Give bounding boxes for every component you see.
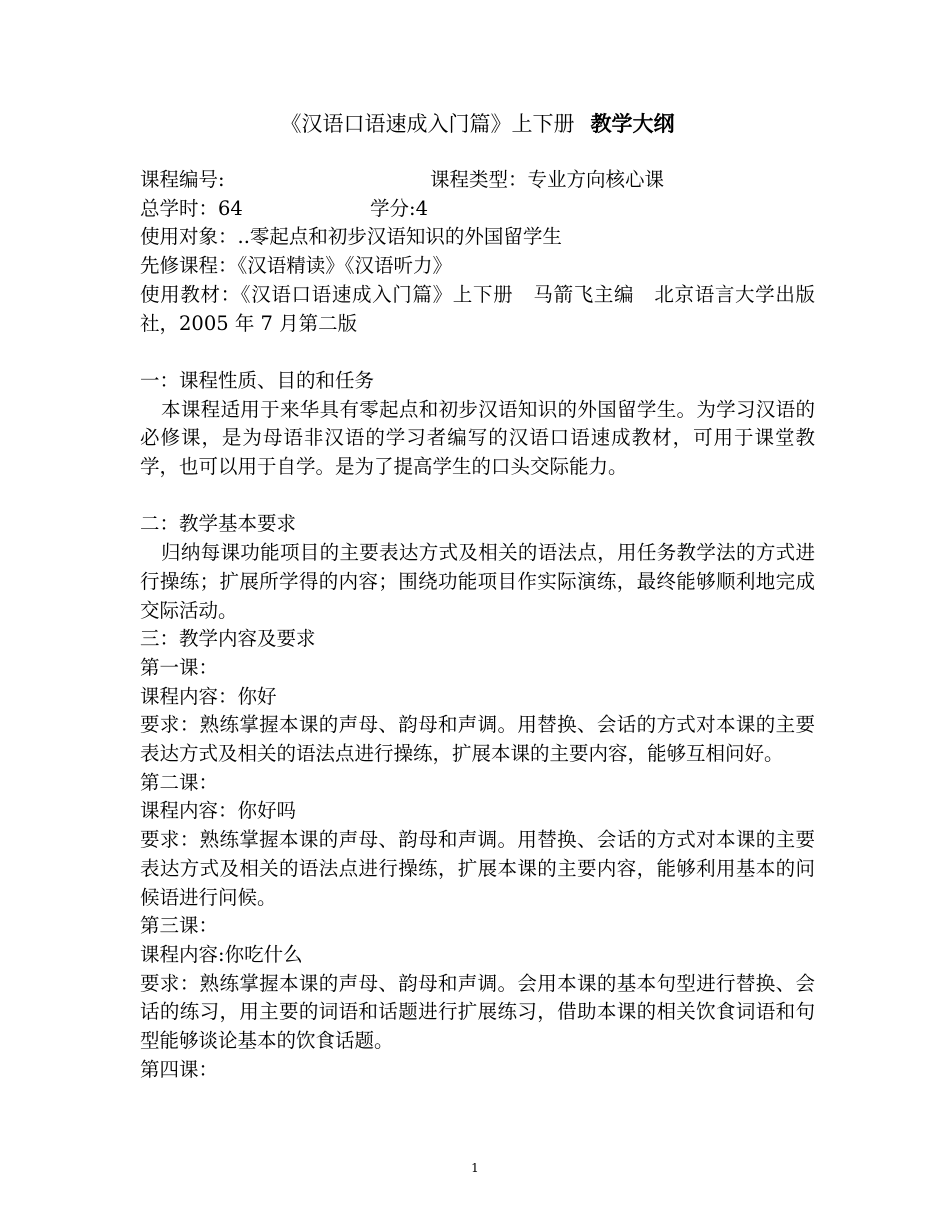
- page-number: 1: [471, 1161, 479, 1175]
- credits: 学分:4: [370, 196, 428, 220]
- section3-heading: 三：教学内容及要求: [140, 627, 316, 651]
- lesson-1-content: 课程内容：你好: [140, 684, 277, 708]
- document-page: [140, 100, 815, 1084]
- section2-heading: 二：教学基本要求: [140, 512, 297, 536]
- lesson-1-requirement: 要求：熟练掌握本课的声母、韵母和声调。用替换、会话的方式对本课的主要表达方式及相关的语法点进行操练，扩展本课的主要内容，能够互相问好。: [140, 713, 815, 766]
- lesson-3-name: 第三课：: [140, 914, 219, 938]
- section1-body: 本课程适用于来华具有零起点和初步汉语知识的外国留学生。为学习汉语的必修课，是为母语非汉语的学习者编写的汉语口语速成教材，可用于课堂教学，也可以用于自学。是为了提高学生的口头交际能力。: [140, 397, 815, 479]
- total-hours: 总学时：64: [140, 196, 243, 220]
- document-title: [140, 100, 815, 148]
- title-main: 《汉语口语速成入门篇》上下册: [280, 112, 575, 136]
- section2-body: 归纳每课功能项目的主要表达方式及相关的语法点，用任务教学法的方式进行操练；扩展所学得的内容；围绕功能项目作实际演练，最终能够顺利地完成交际活动。: [140, 541, 815, 622]
- spacer: [140, 482, 815, 511]
- lesson-4-name: 第四课：: [140, 1057, 219, 1081]
- course-code-label: 课程编号:: [140, 168, 225, 191]
- prerequisites: 先修课程：《汉语精读》《汉语听力》: [140, 254, 453, 278]
- spacer: [140, 338, 815, 367]
- course-code-type-row: [140, 166, 815, 195]
- textbook: 使用教材：《汉语口语速成入门篇》上下册 马箭飞主编 北京语言大学出版社，2005 年 7 月第二版: [140, 282, 815, 335]
- audience: 使用对象：..零起点和初步汉语知识的外国留学生: [140, 225, 562, 249]
- hours-credits-row: [140, 195, 815, 224]
- lesson-2-content: 课程内容：你好吗: [140, 799, 297, 823]
- lesson-2-requirement: 要求：熟练掌握本课的声母、韵母和声调。用替换、会话的方式对本课的主要表达方式及相关的语法点进行操练，扩展本课的主要内容，能够利用基本的问候语进行问候。: [140, 828, 815, 909]
- course-type: 课程类型：专业方向核心课: [430, 168, 665, 191]
- lesson-1-name: 第一课：: [140, 655, 219, 679]
- title-emphasis: 教学大纲: [590, 112, 675, 136]
- lesson-3-requirement: 要求：熟练掌握本课的声母、韵母和声调。会用本课的基本句型进行替换、会话的练习，用主要的词语和话题进行扩展练习，借助本课的相关饮食词语和句型能够谈论基本的饮食话题。: [140, 971, 815, 1053]
- section1-heading: 一：课程性质、目的和任务: [140, 368, 375, 392]
- lesson-2-name: 第二课：: [140, 770, 219, 794]
- lesson-3-content: 课程内容:你吃什么: [140, 942, 303, 966]
